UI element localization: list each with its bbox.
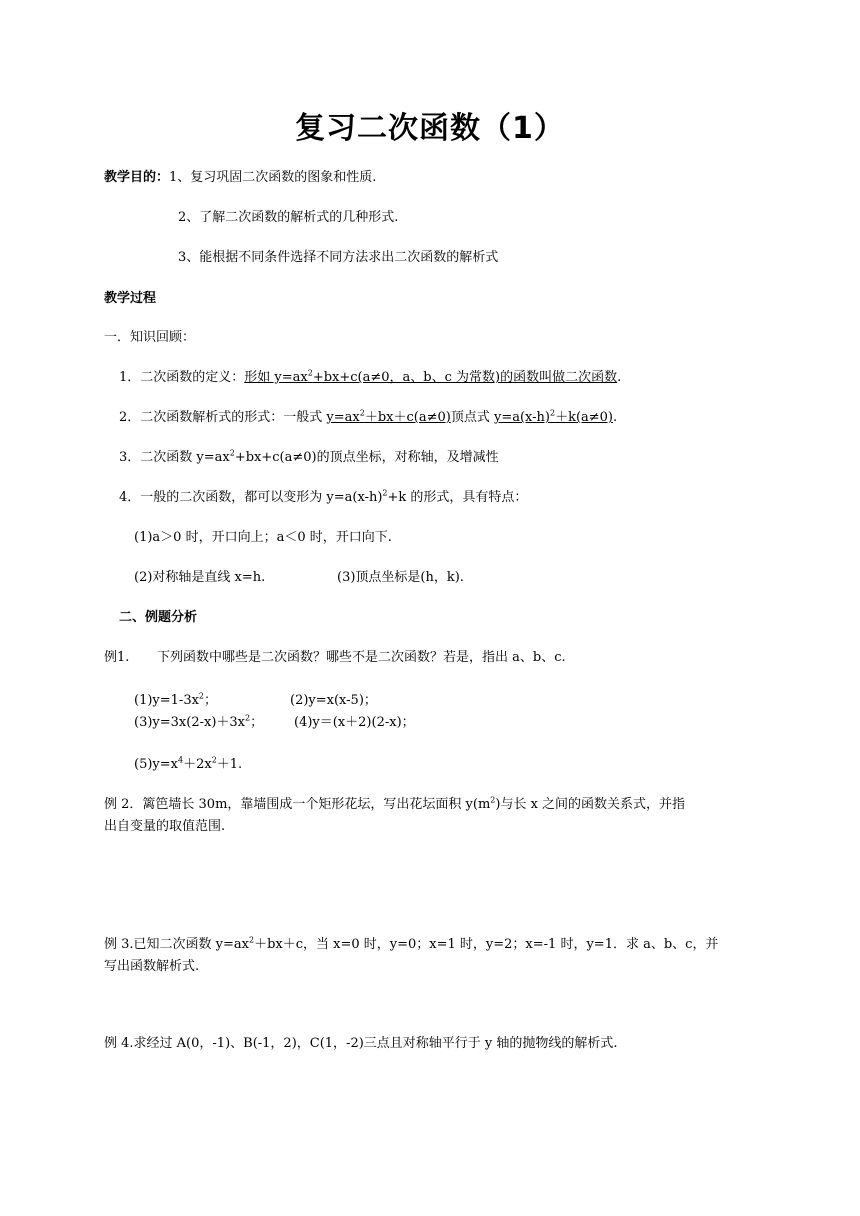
objectives-label: 教学目的： (104, 170, 170, 185)
function-5-b: ＋2x (183, 757, 212, 772)
superscript-2: 2 (211, 755, 217, 765)
review-point-3-a: 3．二次函数 y=ax (119, 450, 230, 465)
review-point-1 (119, 366, 621, 385)
period: . (617, 370, 622, 385)
superscript-2: 2 (549, 408, 556, 418)
example-1-label: 例1. (104, 650, 130, 665)
review-point-4 (119, 486, 527, 505)
examples-heading: 二、例题分析 (119, 610, 198, 625)
vertex-form (494, 410, 613, 425)
example-3-b: ＋bx＋c，当 x=0 时，y=0；x=1 时，y=2；x=-1 时，y=1．求 a、b、c，并 (254, 937, 719, 952)
superscript-2: 2 (359, 408, 365, 418)
general-form (326, 410, 450, 425)
function-3 (134, 711, 263, 730)
review-point-4-b: +k 的形式，具有特点： (387, 490, 528, 505)
objective-item-2: 2、了解二次函数的解析式的几种形式. (178, 210, 399, 225)
function-5-c: ＋1. (216, 757, 243, 772)
review-heading: 一．知识回顾： (104, 330, 196, 345)
definition-part-a: 形如 y=ax (244, 370, 308, 385)
vertex-form-label: 顶点式 (450, 410, 494, 425)
example-2-a: 例 2．篱笆墙长 30m，靠墙围成一个矩形花坛，写出花坛面积 y(m (104, 797, 491, 812)
function-3-b: ； (250, 715, 264, 730)
period: . (613, 410, 618, 425)
review-point-3 (119, 446, 499, 465)
example-2-line-1 (104, 793, 685, 812)
example-3-line-2: 写出函数解析式. (104, 959, 200, 974)
definition-part-b: +bx+c(a≠0，a、b、c 为常数)的函数叫做二次函数 (312, 370, 618, 385)
function-1-a: (1)y=1-3x (134, 693, 199, 708)
review-point-3-b: +bx+c(a≠0)的顶点坐标，对称轴，及增减性 (234, 450, 499, 465)
superscript-2: 2 (249, 935, 255, 945)
example-3-a: 例 3.已知二次函数 y=ax (104, 937, 249, 952)
function-3-a: (3)y=3x(2-x)＋3x (134, 715, 245, 730)
superscript-2: 2 (245, 713, 251, 723)
superscript-2: 2 (490, 795, 496, 805)
feature-3: (3)顶点坐标是(h，k). (337, 570, 464, 585)
review-point-4-a: 4．一般的二次函数，都可以变形为 y=a(x-h) (119, 490, 383, 505)
general-form-a: y=ax (326, 410, 360, 425)
superscript-2: 2 (382, 488, 388, 498)
process-heading: 教学过程 (104, 291, 157, 306)
page-title: 复习二次函数（1） (295, 111, 565, 146)
example-3-line-1 (104, 933, 718, 952)
example-4: 例 4.求经过 A(0，-1)、B(-1，2)，C(1，-2)三点且对称轴平行于 y 轴的抛物线的解析式. (104, 1036, 618, 1051)
function-5-a: (5)y=x (134, 757, 178, 772)
function-2: (2)y=x(x-5)； (290, 693, 377, 708)
superscript-2: 2 (198, 691, 205, 701)
superscript-2: 2 (307, 368, 313, 378)
feature-1: (1)a＞0 时，开口向上；a＜0 时，开口向下. (134, 530, 392, 545)
function-1 (134, 689, 217, 708)
function-1-b: ； (204, 693, 218, 708)
function-5 (134, 753, 242, 772)
objective-item-3: 3、能根据不同条件选择不同方法求出二次函数的解析式 (178, 250, 499, 265)
general-form-b: ＋bx＋c(a≠0) (364, 410, 451, 425)
example-2-b: )与长 x 之间的函数关系式，并指 (495, 797, 686, 812)
example-1-question: 下列函数中哪些是二次函数？哪些不是二次函数？若是，指出 a、b、c. (157, 650, 566, 665)
feature-2: (2)对称轴是直线 x=h. (134, 570, 266, 585)
superscript-4: 4 (177, 755, 184, 765)
superscript-2: 2 (229, 448, 235, 458)
function-4: (4)y＝(x＋2)(2-x)； (294, 715, 415, 730)
vertex-form-b: ＋k(a≠0) (555, 410, 613, 425)
example-2-line-2: 出自变量的取值范围. (104, 819, 226, 834)
objective-item-1: 1、复习巩固二次函数的图象和性质. (169, 170, 377, 185)
quadratic-definition (244, 370, 617, 385)
review-point-1-prefix: 1．二次函数的定义： (119, 370, 245, 385)
vertex-form-a: y=a(x-h) (493, 410, 550, 425)
objectives-line-1 (104, 166, 376, 185)
review-point-2-prefix: 2．二次函数解析式的形式：一般式 (119, 410, 327, 425)
review-point-2 (119, 406, 617, 425)
